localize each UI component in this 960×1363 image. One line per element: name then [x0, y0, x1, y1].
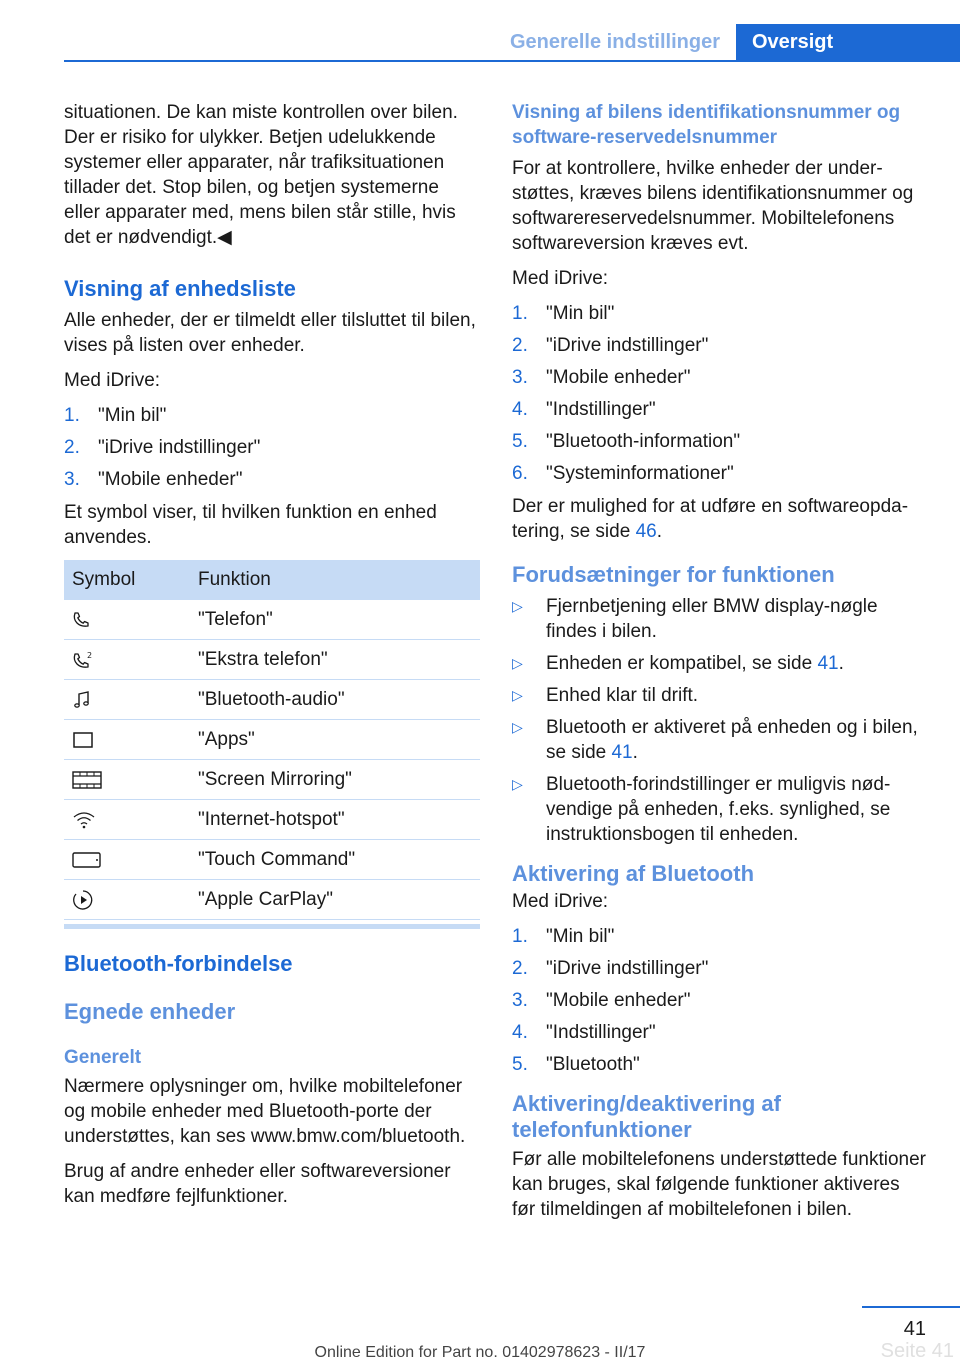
- step-number: 3.: [512, 367, 528, 388]
- step-text: "Min bil": [98, 405, 167, 426]
- step-text: "Indstillinger": [546, 1022, 656, 1043]
- list-item: [512, 1020, 928, 1045]
- carplay-icon: [72, 889, 182, 911]
- list-item: [512, 333, 928, 358]
- heading-suitable-devices: Egnede enheder: [64, 999, 236, 1024]
- list-item: [512, 956, 928, 981]
- apps-icon: [72, 730, 182, 750]
- page-ref-link[interactable]: 41: [817, 653, 839, 674]
- header-rule: [64, 60, 960, 62]
- list-item: [512, 683, 928, 708]
- other-devices-paragraph: Brug af andre enheder eller softwareversioner kan medføre fejlfunktioner.: [64, 1161, 451, 1207]
- step-text: "Bluetooth": [546, 1054, 640, 1075]
- step-text: "Bluetooth-information": [546, 431, 741, 452]
- list-item: [512, 429, 928, 454]
- update-paragraph: [512, 494, 928, 544]
- list-item: [512, 924, 928, 949]
- with-idrive-label: Med iDrive:: [512, 268, 609, 289]
- table-row: [64, 600, 480, 640]
- step-text: "Min bil": [546, 926, 615, 947]
- list-item: [512, 988, 928, 1013]
- heading-vin: Visning af bilens identifikationsnummer og software-reservedelsnummer: [512, 102, 901, 148]
- triangle-bullet-icon: ▷: [512, 598, 523, 614]
- heading-bt-connection: Bluetooth-forbindelse: [64, 951, 293, 976]
- list-item: [512, 651, 928, 676]
- function-label: "Bluetooth-audio": [190, 680, 480, 720]
- step-number: 5.: [512, 1054, 528, 1075]
- triangle-bullet-icon: ▷: [512, 719, 523, 735]
- heading-general: Generelt: [64, 1047, 142, 1068]
- table-row: [64, 680, 480, 720]
- list-item: [512, 1052, 928, 1077]
- footer-rule: [862, 1306, 960, 1308]
- table-row: [64, 840, 480, 880]
- step-number: 1.: [64, 405, 80, 426]
- music-note-icon: [72, 690, 182, 710]
- item-text: Enhed klar til drift.: [546, 685, 699, 706]
- touch-command-icon: [72, 850, 182, 870]
- step-number: 4.: [512, 399, 528, 420]
- step-number: 3.: [64, 469, 80, 490]
- step-number: 2.: [64, 437, 80, 458]
- step-number: 1.: [512, 926, 528, 947]
- heading-activate-bluetooth: Aktivering af Bluetooth: [512, 861, 755, 886]
- wifi-icon: [72, 810, 182, 830]
- screen-mirroring-icon: [72, 770, 182, 790]
- table-end-rule: [64, 924, 480, 929]
- table-row: [64, 800, 480, 840]
- overview-tab[interactable]: Oversigt: [736, 24, 960, 62]
- step-text: "iDrive indstillinger": [546, 958, 709, 979]
- table-row: [64, 880, 480, 920]
- function-label: "Ekstra telefon": [190, 640, 480, 680]
- item-text: Bluetooth er aktiveret på enheden og i bilen, se side: [546, 717, 918, 763]
- list-item: [64, 435, 480, 460]
- step-number: 3.: [512, 990, 528, 1011]
- table-row: [64, 760, 480, 800]
- item-text: Enheden er kompatibel, se side: [546, 653, 818, 674]
- list-item: [512, 397, 928, 422]
- second-phone-icon: [72, 650, 182, 670]
- edition-footer: Online Edition for Part no. 01402978623 - II/17: [314, 1344, 646, 1361]
- step-number: 5.: [512, 431, 528, 452]
- table-header-row: [64, 560, 480, 600]
- step-text: "Mobile enheder": [98, 469, 243, 490]
- item-text: Bluetooth-forindstillinger er muligvis nødvendige på enheden, f.eks. synlighed, se instruktionsbogen til enheden.: [546, 774, 891, 845]
- device-list-paragraph: Alle enheder, der er tilmeldt eller tilsluttet til bilen, vises på listen over enheder.: [64, 310, 476, 356]
- function-label: "Apps": [190, 720, 480, 760]
- heading-device-list: Visning af enhedsliste: [64, 276, 296, 301]
- list-item: [512, 461, 928, 486]
- list-item: [64, 403, 480, 428]
- step-number: 1.: [512, 303, 528, 324]
- right-column: [512, 100, 928, 1232]
- list-item: [512, 365, 928, 390]
- watermark: Seite 41: [880, 1340, 954, 1362]
- vin-steps: [512, 301, 928, 486]
- phone-icon: [72, 611, 182, 629]
- with-idrive-label: Med iDrive:: [64, 370, 161, 391]
- heading-prerequisites: Forudsætninger for funktionen: [512, 562, 835, 587]
- function-label: "Internet-hotspot": [190, 800, 480, 840]
- update-text: Der er mulighed for at udføre en softwareopdatering, se side: [512, 496, 909, 542]
- page-number: 41: [903, 1318, 926, 1340]
- section-tab[interactable]: Generelle indstillinger: [509, 31, 720, 53]
- step-number: 2.: [512, 958, 528, 979]
- table-row: [64, 720, 480, 760]
- item-text-end: .: [838, 653, 844, 674]
- step-text: "iDrive indstillinger": [546, 335, 709, 356]
- heading-phone-functions: Aktivering/deaktivering af telefonfunktioner: [512, 1091, 781, 1142]
- step-text: "Indstillinger": [546, 399, 656, 420]
- with-idrive-label: Med iDrive:: [512, 891, 609, 912]
- svg-text:2: 2: [87, 650, 93, 660]
- col-function-header: Funktion: [190, 560, 480, 600]
- function-label: "Screen Mirroring": [190, 760, 480, 800]
- step-text: "Mobile enheder": [546, 990, 691, 1011]
- triangle-bullet-icon: ▷: [512, 687, 523, 703]
- page-header: [64, 24, 960, 62]
- table-row: [64, 640, 480, 680]
- triangle-bullet-icon: ▷: [512, 655, 523, 671]
- page-ref-link[interactable]: 41: [611, 742, 633, 763]
- symbol-table: [64, 560, 480, 920]
- list-item: [512, 301, 928, 326]
- general-paragraph: Nærmere oplysninger om, hvilke mobiltelefoner og mobile enheder med Bluetooth-porte der understøttes, kan ses www.bmw.com/bluetooth.: [64, 1076, 466, 1147]
- step-text: "iDrive indstillinger": [98, 437, 261, 458]
- left-column: [64, 100, 480, 1219]
- page-ref-link[interactable]: 46: [635, 521, 657, 542]
- function-label: "Touch Command": [190, 840, 480, 880]
- prerequisites-list: [512, 594, 928, 847]
- list-item: [64, 467, 480, 492]
- step-number: 6.: [512, 463, 528, 484]
- step-number: 2.: [512, 335, 528, 356]
- item-text-end: .: [632, 742, 638, 763]
- symbol-paragraph: Et symbol viser, til hvilken funktion en enhed anvendes.: [64, 502, 437, 548]
- vin-paragraph: For at kontrollere, hvilke enheder der understøttes, kræves bilens identifikationsnummer og softwarereservedelsnummer. Mobiltelefonens softwareversion kræves evt.: [512, 158, 914, 254]
- item-text: Fjernbetjening eller BMW display-nøgle findes i bilen.: [546, 596, 878, 642]
- intro-paragraph: situationen. De kan miste kontrollen over bilen. Der er risiko for ulykker. Betjen udelukkende systemer eller apparater, når trafiksituationen tillader det. Stop bilen, og betjen systemerne eller apparater med, mens bilen står stille, hvis det er nødvendigt.◀: [64, 102, 458, 248]
- device-list-steps: [64, 403, 480, 492]
- step-text: "Min bil": [546, 303, 615, 324]
- step-number: 4.: [512, 1022, 528, 1043]
- step-text: "Mobile enheder": [546, 367, 691, 388]
- function-label: "Apple CarPlay": [190, 880, 480, 920]
- update-text-end: .: [656, 521, 662, 542]
- list-item: [512, 594, 928, 644]
- step-text: "Systeminformationer": [546, 463, 734, 484]
- list-item: [512, 772, 928, 847]
- triangle-bullet-icon: ▷: [512, 776, 523, 792]
- list-item: [512, 715, 928, 765]
- phone-functions-paragraph: Før alle mobiltelefonens understøttede funktioner kan bruges, skal følgende funktioner aktiveres før tilmeldingen af mobiltelefonen i bilen.: [512, 1149, 926, 1220]
- col-symbol-header: Symbol: [64, 560, 190, 600]
- function-label: "Telefon": [190, 600, 480, 640]
- bluetooth-steps: [512, 924, 928, 1077]
